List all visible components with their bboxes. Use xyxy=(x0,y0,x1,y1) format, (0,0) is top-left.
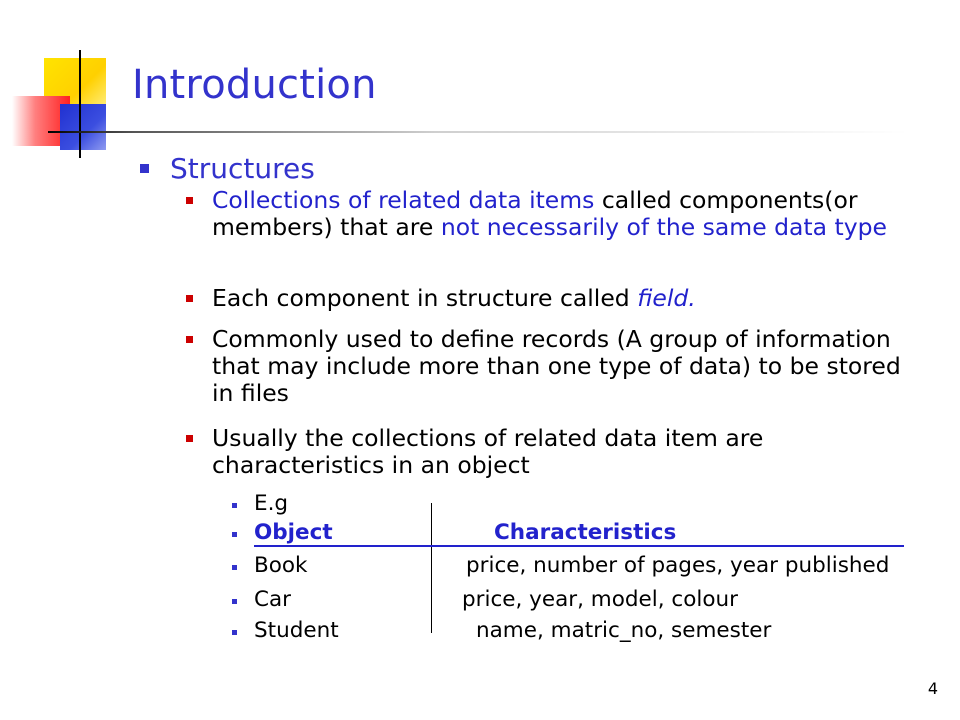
square-bullet-icon xyxy=(140,164,149,173)
row-characteristics: price, year, model, colour xyxy=(462,587,738,612)
header-characteristics: Characteristics xyxy=(494,520,677,545)
row-object: Book xyxy=(254,553,308,578)
decor-vertical-line xyxy=(79,50,81,158)
row-object: Car xyxy=(254,587,292,612)
bullet-characteristics xyxy=(186,425,926,479)
bullet-collections-text: Collections of related data items called components(or members) that are not necessarily of the same data type xyxy=(212,186,888,241)
square-bullet-icon xyxy=(232,565,237,570)
example-label: E.g xyxy=(254,491,289,516)
bullet-component-field xyxy=(186,285,926,312)
square-bullet-icon xyxy=(232,599,237,604)
square-bullet-icon xyxy=(232,630,237,635)
column-divider-line xyxy=(431,503,432,633)
row-object: Student xyxy=(254,618,339,643)
bullet-structures-text: Structures xyxy=(170,152,315,185)
square-bullet-icon xyxy=(186,336,193,343)
square-bullet-icon xyxy=(232,532,237,537)
title-underline-rule xyxy=(48,131,908,133)
square-bullet-icon xyxy=(232,503,237,508)
header-underline xyxy=(254,545,904,547)
slide-title: Introduction xyxy=(132,62,377,108)
bullet-records-text: Commonly used to define records (A group of information that may include more than one type of data) to be stored in files xyxy=(212,325,901,407)
square-bullet-icon xyxy=(186,295,193,302)
row-characteristics: name, matric_no, semester xyxy=(476,618,772,643)
decor-blue-square xyxy=(60,104,106,150)
bullet-component-field-text: Each component in structure called field. xyxy=(212,284,696,312)
page-number: 4 xyxy=(927,679,938,698)
square-bullet-icon xyxy=(186,197,193,204)
bullet-characteristics-text: Usually the collections of related data item are characteristics in an object xyxy=(212,424,764,479)
row-characteristics: price, number of pages, year published xyxy=(466,553,890,578)
bullet-collections xyxy=(186,187,926,241)
header-object: Object xyxy=(254,520,333,545)
square-bullet-icon xyxy=(186,435,193,442)
bullet-records xyxy=(186,326,926,407)
